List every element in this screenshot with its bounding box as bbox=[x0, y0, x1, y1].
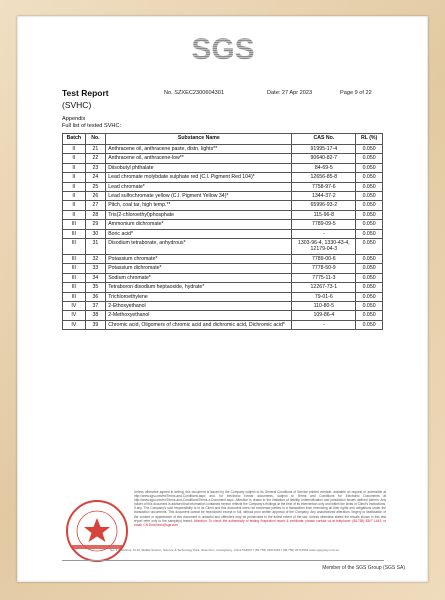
rl-cell: 0.050 bbox=[356, 254, 383, 263]
table-row bbox=[63, 163, 383, 172]
substance-cell: Potassium chromate* bbox=[106, 254, 292, 263]
batch-cell: II bbox=[63, 182, 86, 191]
table-row bbox=[63, 182, 383, 191]
cas-cell: - bbox=[292, 229, 356, 238]
rl-cell: 0.050 bbox=[356, 283, 383, 292]
attention-text: Attention: To check the authenticity of testing /inspection report & certificate, please contact us at telephone: (86-755) 8307 1443, or email: CN.Doccheck@sgs.com bbox=[134, 518, 386, 527]
number-cell: 33 bbox=[85, 264, 106, 273]
number-cell: 31 bbox=[85, 239, 106, 255]
number-cell: 27 bbox=[85, 201, 106, 210]
number-cell: 37 bbox=[85, 301, 106, 310]
substance-cell: Lead chromate* bbox=[106, 182, 292, 191]
cas-cell: 84-69-5 bbox=[292, 163, 356, 172]
substance-cell: Ammonium dichromate* bbox=[106, 220, 292, 229]
batch-cell: III bbox=[63, 264, 86, 273]
batch-cell: III bbox=[63, 220, 86, 229]
cas-cell: 109-86-4 bbox=[292, 311, 356, 320]
column-header: Batch bbox=[63, 134, 86, 145]
appendix-block bbox=[62, 116, 121, 130]
substance-cell: Tris(2-chloroethyl)phosphate bbox=[106, 210, 292, 219]
rl-cell: 0.050 bbox=[356, 173, 383, 182]
rl-cell: 0.050 bbox=[356, 292, 383, 301]
table-row bbox=[63, 273, 383, 282]
number-cell: 26 bbox=[85, 192, 106, 201]
report-title: Test Report bbox=[62, 88, 109, 98]
cas-cell: 115-96-8 bbox=[292, 210, 356, 219]
cas-cell: 7778-50-9 bbox=[292, 264, 356, 273]
legal-disclaimer bbox=[134, 490, 386, 527]
batch-cell: II bbox=[63, 192, 86, 201]
rl-cell: 0.050 bbox=[356, 229, 383, 238]
rl-cell: 0.050 bbox=[356, 273, 383, 282]
cas-cell: 1303-96-4, 1330-43-4, 12179-04-3 bbox=[292, 239, 356, 255]
rl-cell: 0.050 bbox=[356, 145, 383, 154]
rl-cell: 0.050 bbox=[356, 239, 383, 255]
table-row bbox=[63, 283, 383, 292]
substance-cell: Anthracene oil, anthracene-low** bbox=[106, 154, 292, 163]
batch-cell: II bbox=[63, 145, 86, 154]
rl-cell: 0.050 bbox=[356, 163, 383, 172]
page-number: Page 9 of 22 bbox=[340, 90, 372, 96]
number-cell: 32 bbox=[85, 254, 106, 263]
company-address: No. 1 Workshop, M-10, Middle Section, Science & Technology Park, Shenzhen, Guangdong, China 518057 t (86-755) 26012053 f (86-755) 26710594 www.sgsgroup.com.cn bbox=[110, 548, 340, 552]
report-date: Date: 27 Apr 2023 bbox=[267, 90, 313, 96]
cas-cell: 91995-17-4 bbox=[292, 145, 356, 154]
table-row bbox=[63, 210, 383, 219]
table-row bbox=[63, 264, 383, 273]
rl-cell: 0.050 bbox=[356, 311, 383, 320]
svg-text:SGS: SGS bbox=[191, 33, 255, 64]
cas-cell: 110-80-5 bbox=[292, 301, 356, 310]
substance-cell: Pitch, coal tar, high temp.** bbox=[106, 201, 292, 210]
rl-cell: 0.050 bbox=[356, 264, 383, 273]
cas-cell: 7789-00-6 bbox=[292, 254, 356, 263]
table-row bbox=[63, 254, 383, 263]
table-body bbox=[63, 145, 383, 330]
cas-cell: - bbox=[292, 320, 356, 329]
rl-cell: 0.050 bbox=[356, 210, 383, 219]
column-header: CAS No. bbox=[292, 134, 356, 145]
table-row bbox=[63, 192, 383, 201]
column-header: RL (%) bbox=[356, 134, 383, 145]
table-row bbox=[63, 229, 383, 238]
batch-cell: IV bbox=[63, 301, 86, 310]
table-row bbox=[63, 311, 383, 320]
batch-cell: II bbox=[63, 201, 86, 210]
cas-cell: 12267-73-1 bbox=[292, 283, 356, 292]
batch-cell: II bbox=[63, 163, 86, 172]
table-row bbox=[63, 145, 383, 154]
rl-cell: 0.050 bbox=[356, 192, 383, 201]
appendix-label: Appendix bbox=[62, 116, 86, 122]
table-row bbox=[63, 301, 383, 310]
column-header: Substance Name bbox=[106, 134, 292, 145]
batch-cell: III bbox=[63, 254, 86, 263]
substance-cell: Diisobutyl phthalate bbox=[106, 163, 292, 172]
substance-cell: Boric acid* bbox=[106, 229, 292, 238]
rl-cell: 0.050 bbox=[356, 220, 383, 229]
number-cell: 28 bbox=[85, 210, 106, 219]
rl-cell: 0.050 bbox=[356, 320, 383, 329]
appendix-heading: Full list of tested SVHC: bbox=[62, 123, 122, 129]
cas-cell: 65996-93-2 bbox=[292, 201, 356, 210]
report-number: No. SZXEC2300604301 bbox=[164, 90, 225, 96]
substance-cell: Trichloroethylene bbox=[106, 292, 292, 301]
batch-cell: III bbox=[63, 273, 86, 282]
cas-cell: 79-01-6 bbox=[292, 292, 356, 301]
substance-cell: Sodium chromate* bbox=[106, 273, 292, 282]
table-row bbox=[63, 201, 383, 210]
substance-cell: Disodium tetraborate, anhydrous* bbox=[106, 239, 292, 255]
rl-cell: 0.050 bbox=[356, 154, 383, 163]
member-statement: Member of the SGS Group (SGS SA) bbox=[322, 565, 405, 571]
cas-cell: 12656-85-8 bbox=[292, 173, 356, 182]
substance-cell: 2-Ethoxyethanol bbox=[106, 301, 292, 310]
footer-divider bbox=[62, 560, 384, 561]
batch-cell: III bbox=[63, 229, 86, 238]
cas-cell: 1344-37-2 bbox=[292, 192, 356, 201]
batch-cell: II bbox=[63, 210, 86, 219]
substance-cell: Lead chromate molybdate sulphate red (C.I. Pigment Red 104)* bbox=[106, 173, 292, 182]
rl-cell: 0.050 bbox=[356, 182, 383, 191]
table-header-row bbox=[63, 134, 383, 145]
table-row bbox=[63, 239, 383, 255]
table-row bbox=[63, 292, 383, 301]
sgs-seal-stamp bbox=[64, 498, 130, 564]
number-cell: 35 bbox=[85, 283, 106, 292]
table-row bbox=[63, 154, 383, 163]
batch-cell: III bbox=[63, 283, 86, 292]
cas-cell: 7758-97-6 bbox=[292, 182, 356, 191]
number-cell: 29 bbox=[85, 220, 106, 229]
cas-cell: 7789-09-5 bbox=[292, 220, 356, 229]
number-cell: 25 bbox=[85, 182, 106, 191]
cas-cell: 7775-11-3 bbox=[292, 273, 356, 282]
number-cell: 39 bbox=[85, 320, 106, 329]
number-cell: 21 bbox=[85, 145, 106, 154]
substance-cell: Chromic acid, Oligomers of chromic acid and dichromic acid, Dichromic acid* bbox=[106, 320, 292, 329]
number-cell: 22 bbox=[85, 154, 106, 163]
number-cell: 36 bbox=[85, 292, 106, 301]
number-cell: 23 bbox=[85, 163, 106, 172]
substance-cell: 2-Methoxyethanol bbox=[106, 311, 292, 320]
column-header: No. bbox=[85, 134, 106, 145]
number-cell: 30 bbox=[85, 229, 106, 238]
number-cell: 24 bbox=[85, 173, 106, 182]
table-row bbox=[63, 320, 383, 329]
cas-cell: 90640-82-7 bbox=[292, 154, 356, 163]
number-cell: 34 bbox=[85, 273, 106, 282]
rl-cell: 0.050 bbox=[356, 201, 383, 210]
disclaimer-text: Unless otherwise agreed in writing, this document is issued by the Company subject to its General Conditions of Service printed overleaf, available on request or accessible at http://www.sgs.com/en/Terms-and-Conditions.aspx and, for electronic format documents, subject to Terms and Conditions for Electronic Documents at http://www.sgs.com/en/Terms-and-Conditions/Terms-e-Document.aspx. Attention is drawn to the limitation of liability, indemnification and jurisdiction issues defined therein. Any holder of this document is advised that information contained hereon reflects the Company's findings at the time of its intervention only and within the limits of Client's instructions, if any. The Company's sole responsibility is to its Client and this document does not exonerate parties to a transaction from exercising all their rights and obligations under the transaction documents. This document cannot be reproduced except in full, without prior written approval of the Company. Any unauthorized alteration, forgery or falsification of the content or appearance of this document is unlawful and offenders may be prosecuted to the fullest extent of the law. Unless otherwise stated the results shown in this test report refer only to the sample(s) tested. bbox=[134, 490, 386, 523]
number-cell: 38 bbox=[85, 311, 106, 320]
table-row bbox=[63, 220, 383, 229]
rl-cell: 0.050 bbox=[356, 301, 383, 310]
table-row bbox=[63, 173, 383, 182]
report-subtitle: (SVHC) bbox=[62, 100, 92, 110]
substance-cell: Anthracene oil, anthracene paste, distn. lights** bbox=[106, 145, 292, 154]
batch-cell: IV bbox=[63, 320, 86, 329]
batch-cell: IV bbox=[63, 311, 86, 320]
batch-cell: III bbox=[63, 292, 86, 301]
batch-cell: II bbox=[63, 173, 86, 182]
substance-cell: Tetraboron disodium heptaoxide, hydrate* bbox=[106, 283, 292, 292]
svhc-table bbox=[62, 133, 383, 330]
batch-cell: II bbox=[63, 154, 86, 163]
substance-cell: Lead sulfochromate yellow (C.I. Pigment Yellow 34)* bbox=[106, 192, 292, 201]
sgs-logo bbox=[190, 30, 256, 64]
batch-cell: III bbox=[63, 239, 86, 255]
substance-cell: Potassium dichromate* bbox=[106, 264, 292, 273]
